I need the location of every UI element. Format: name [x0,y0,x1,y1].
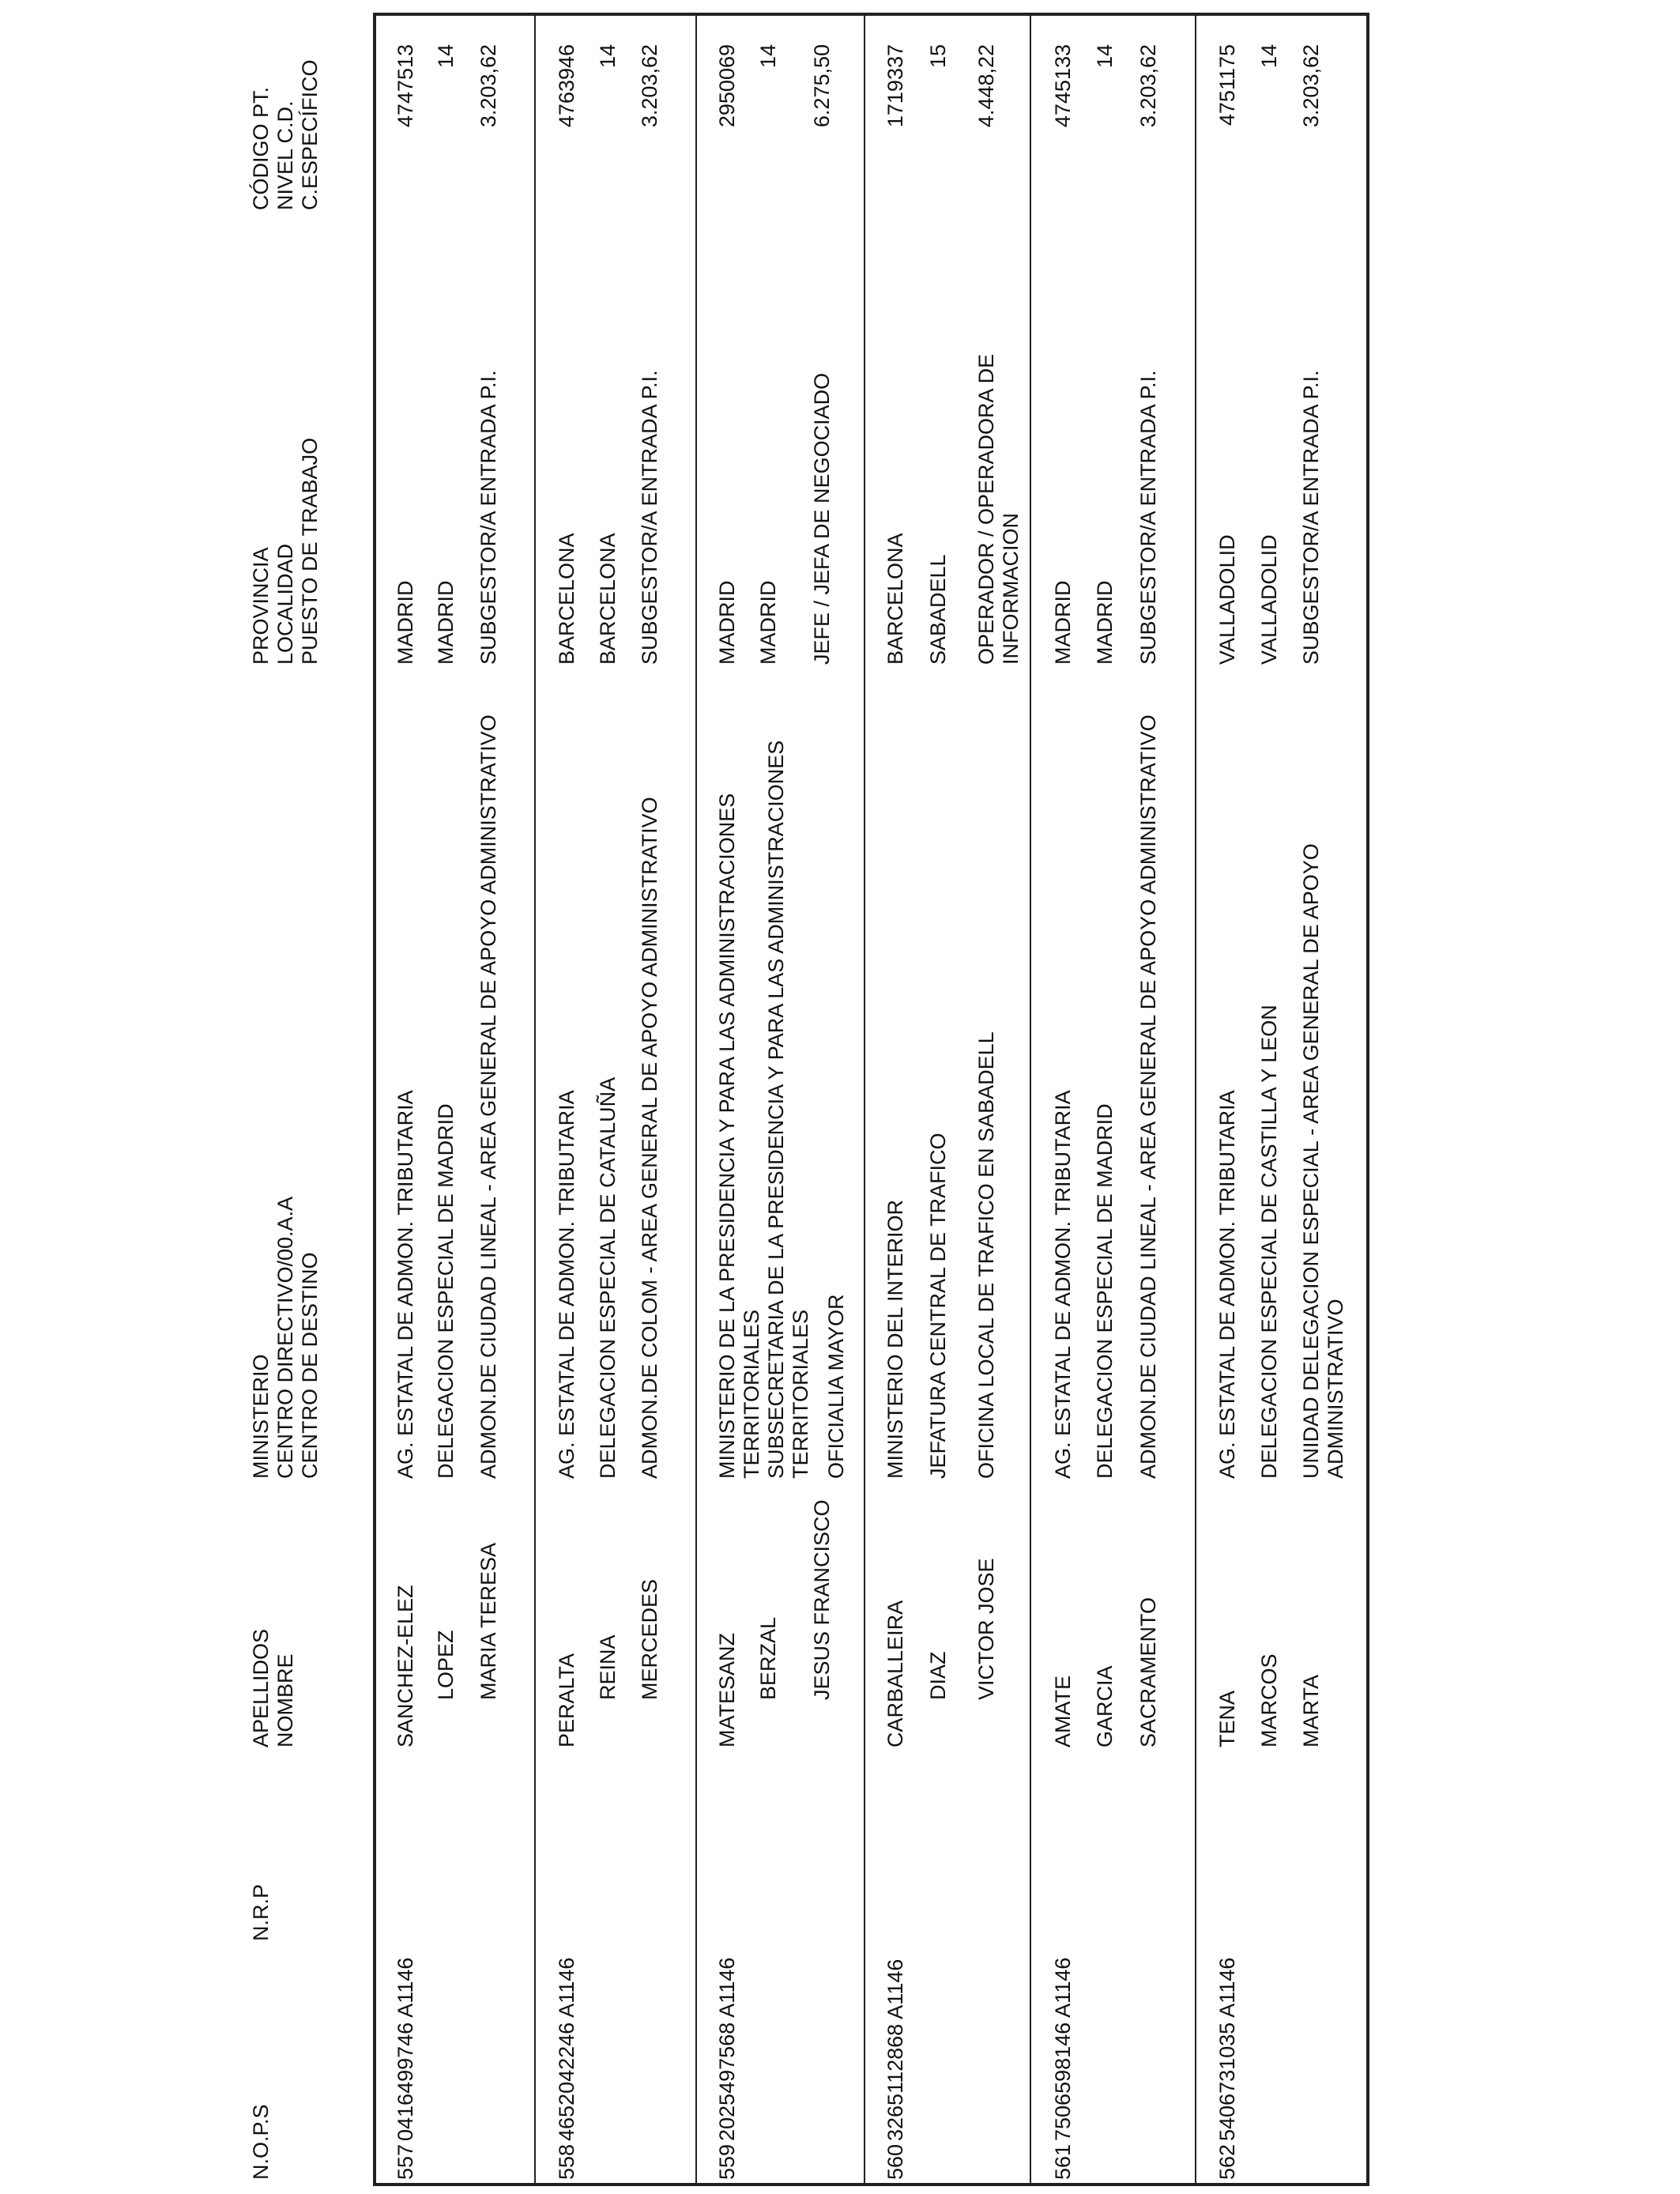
locality: MADRID [756,580,780,665]
surname-1: MATESANZ [715,1632,739,1747]
first-name: MERCEDES [638,1578,661,1700]
header-centro-directivo: CENTRO DIRECTIVO/00.A.A [273,1196,297,1479]
row-number: 557 [394,2143,417,2180]
specific-complement: 3.203,62 [477,44,500,128]
row-divider [1195,13,1196,2186]
header-especifico: C.ESPECÍFICO [298,59,322,210]
position-code: 4747513 [394,44,417,128]
destination-center: ADMON.DE CIUDAD LINEAL - AREA GENERAL DE APOYO ADMINISTRATIVO [477,714,500,1479]
surname-2: GARCIA [1093,1665,1117,1747]
destination-center: ADMON.DE CIUDAD LINEAL - AREA GENERAL DE APOYO ADMINISTRATIVO [1136,714,1160,1479]
level-cd: 15 [926,44,950,69]
header-codigo: CÓDIGO PT. [249,86,273,210]
ministry: MINISTERIO DE LA PRESIDENCIA Y PARA LAS ADMINISTRACIONES TERRITORIALES [715,793,763,1479]
first-name: MARTA [1299,1674,1323,1747]
destination-center: OFICIALIA MAYOR [824,1294,848,1479]
row-divider [534,13,536,2186]
header-provincia: PROVINCIA [249,547,273,665]
province: MADRID [394,580,417,665]
level-cd: 14 [1093,44,1117,69]
nrp-value: 0416499746 A1146 [394,1957,417,2141]
row-divider [1030,13,1031,2186]
surname-2: MARCOS [1257,1653,1281,1747]
specific-complement: 3.203,62 [638,44,661,128]
ministry: AG. ESTATAL DE ADMON. TRIBUTARIA [1051,1090,1075,1479]
surname-2: BERZAL [756,1616,780,1700]
locality: MADRID [434,580,458,665]
province: VALLADOLID [1215,534,1239,665]
job-position: SUBGESTOR/A ENTRADA P.I. [477,370,500,665]
position-code: 2950069 [715,44,739,128]
province: BARCELONA [555,533,578,665]
header-puesto: PUESTO DE TRABAJO [298,437,322,665]
surname-2: DIAZ [926,1651,950,1700]
specific-complement: 3.203,62 [1136,44,1160,128]
header-nombre: NOMBRE [273,1653,297,1747]
directive-center: DELEGACION ESPECIAL DE CATALUÑA [596,1076,620,1479]
locality: SABADELL [926,554,950,665]
header-nops: N.O.P.S [249,2104,273,2180]
ministry: AG. ESTATAL DE ADMON. TRIBUTARIA [1215,1090,1239,1479]
position-code: 4751175 [1215,44,1239,126]
position-code: 4763946 [555,44,578,128]
specific-complement: 6.275,50 [810,44,834,128]
nrp-value: 5406731035 A1146 [1215,1957,1239,2141]
directive-center: DELEGACION ESPECIAL DE CASTILLA Y LEON [1257,1005,1281,1479]
header-nrp: N.R.P [249,1883,273,1941]
province: BARCELONA [883,533,907,665]
specific-complement: 3.203,62 [1299,44,1323,128]
surname-2: REINA [596,1634,620,1700]
first-name: MARIA TERESA [477,1542,500,1700]
surname-1: TENA [1215,1690,1239,1747]
header-ministerio: MINISTERIO [249,1354,273,1479]
row-number: 559 [715,2143,739,2180]
header-nivel: NIVEL C.D. [273,100,297,210]
nrp-value: 3265112868 A1146 [883,1958,907,2141]
position-code: 4745133 [1051,44,1075,128]
specific-complement: 4.448,22 [974,44,998,128]
row-number: 562 [1215,2143,1239,2180]
job-position: SUBGESTOR/A ENTRADA P.I. [638,370,661,665]
level-cd: 14 [596,44,620,69]
level-cd: 14 [1257,44,1281,69]
directive-center: JEFATURA CENTRAL DE TRAFICO [926,1133,950,1479]
ministry: AG. ESTATAL DE ADMON. TRIBUTARIA [394,1090,417,1479]
directive-center: DELEGACION ESPECIAL DE MADRID [434,1103,458,1479]
first-name: JESUS FRANCISCO [810,1499,834,1700]
surname-1: CARBALLEIRA [883,1600,907,1747]
level-cd: 14 [434,44,458,69]
surname-2: LOPEZ [434,1630,458,1700]
locality: BARCELONA [596,533,620,665]
locality: MADRID [1093,580,1117,665]
nrp-value: 7506598146 A1146 [1051,1957,1075,2141]
surname-1: PERALTA [555,1653,578,1747]
job-position: OPERADOR / OPERADORA DE INFORMACION [974,353,1023,665]
directive-center: SUBSECRETARIA DE LA PRESIDENCIA Y PARA LAS ADMINISTRACIONES TERRITORIALES [764,740,812,1479]
row-divider [695,13,697,2186]
level-cd: 14 [756,44,780,69]
province: MADRID [1051,580,1075,665]
nrp-value: 2025497568 A1146 [715,1957,739,2141]
surname-1: SANCHEZ-ELEZ [394,1585,417,1747]
job-position: JEFE / JEFA DE NEGOCIADO [810,372,834,665]
row-divider [864,13,865,2186]
directive-center: DELEGACION ESPECIAL DE MADRID [1093,1103,1117,1479]
first-name: VICTOR JOSE [974,1558,998,1700]
header-apellidos: APELLIDOS [249,1628,273,1747]
ministry: MINISTERIO DEL INTERIOR [883,1199,907,1479]
destination-center: UNIDAD DELEGACION ESPECIAL - AREA GENERAL DE APOYO ADMINISTRATIVO [1299,843,1347,1479]
destination-center: ADMON.DE COLOM - AREA GENERAL DE APOYO ADMINISTRATIVO [638,797,661,1479]
row-number: 560 [883,2143,907,2180]
ministry: AG. ESTATAL DE ADMON. TRIBUTARIA [555,1090,578,1479]
job-position: SUBGESTOR/A ENTRADA P.I. [1136,370,1160,665]
header-centro-destino: CENTRO DE DESTINO [298,1252,322,1479]
province: MADRID [715,580,739,665]
job-position: SUBGESTOR/A ENTRADA P.I. [1299,370,1323,665]
first-name: SACRAMENTO [1136,1596,1160,1747]
surname-1: AMATE [1051,1675,1075,1747]
header-localidad: LOCALIDAD [273,543,297,665]
destination-center: OFICINA LOCAL DE TRAFICO EN SABADELL [974,1031,998,1479]
position-code: 1719337 [883,44,907,128]
locality: VALLADOLID [1257,534,1281,665]
nrp-value: 4652042246 A1146 [555,1957,578,2141]
row-number: 561 [1051,2143,1075,2180]
row-number: 558 [555,2143,578,2180]
